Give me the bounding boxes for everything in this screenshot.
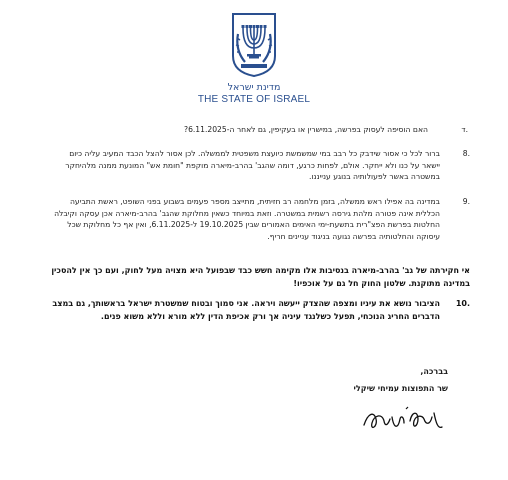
paragraph-9 bbox=[52, 196, 470, 242]
paragraph-text: האם הוסיפה לעסוק בפרשה, במישרין או בעקיפין, גם לאחר ה-6.11.2025? bbox=[184, 125, 428, 134]
paragraph-number: 9. bbox=[462, 197, 470, 206]
paragraph-number: 8. bbox=[462, 149, 470, 158]
paragraph-text: ברור לכל כי אסור שידבק כל רבב במי שמשמשת כיועצת משפטית לממשלה. לכן אסור להצל הכבד המעיב עליה כיום יישאר על כנו ולא ייחקר. אולם, לפחות כרגע, דומה שהגב' בהרב-מיארה מוקפת "חומת אש" המונעת ממנה מלהיחקר במשטרה באשר לפעולותיה בנוגע ענייננו. bbox=[65, 149, 440, 182]
paragraph-number: ד. bbox=[461, 125, 468, 134]
closing-greeting: בברכה, bbox=[420, 367, 448, 376]
state-name-hebrew: מדינת ישראל bbox=[227, 82, 281, 93]
handwritten-signature bbox=[360, 403, 446, 437]
signer-title: שר התפוצות עמיחי שיקלי bbox=[353, 384, 448, 393]
warning-paragraph: אי חקירתה של גב' בהרב-מיארה בנסיבות אלו מקימה חשש כבד שבפועל היא מצויה מעל לחוק, ועם כך אין להסכין במדינה מתוקנת. שלטון החוק חל גם על אוכפיו! bbox=[51, 266, 470, 288]
menorah-emblem-icon bbox=[229, 10, 279, 78]
paragraph-text: במדינה בה אפילו ראש ממשלה, בזמן מלחמה רב חזיתית, מתייצב מספר פעמים בשבוע בפני השופט, ראשת התביעה הכללית אינה פטורה מלהת גירסה רשמית במשטרה. וזאת במיוחד כשאין מחלוקת שהגב' בהרב-מיארה אכן עסקה וקיבלה החלטות בפרשת הפצ"רית בתשעת-ימי האימים האמורים שבין 19.10.2025 ל-6.11.2025, ואין אף כל מחלוקת שכל עיסוקה והחלטותיה בפרשה נגועה בניגוד עניינים חריף. bbox=[54, 197, 440, 241]
paragraph-10 bbox=[52, 298, 470, 323]
paragraph-number: 10. bbox=[455, 299, 470, 308]
state-name-english: THE STATE OF ISRAEL bbox=[197, 94, 311, 105]
paragraph-8 bbox=[52, 148, 470, 183]
paragraph-d bbox=[78, 124, 468, 136]
paragraph-text: הציבור נושא את עיניו ומצפה שהצדק ייעשה ויראה. אני סמוך ובטוח שמשטרת ישראל בראשותך, גם במצב הדברים החריג הנוכחי, תפעל כשלנגד עיניה אך ורק אכיפת הדין ללא מורא וללא משוא פנים. bbox=[52, 299, 440, 321]
